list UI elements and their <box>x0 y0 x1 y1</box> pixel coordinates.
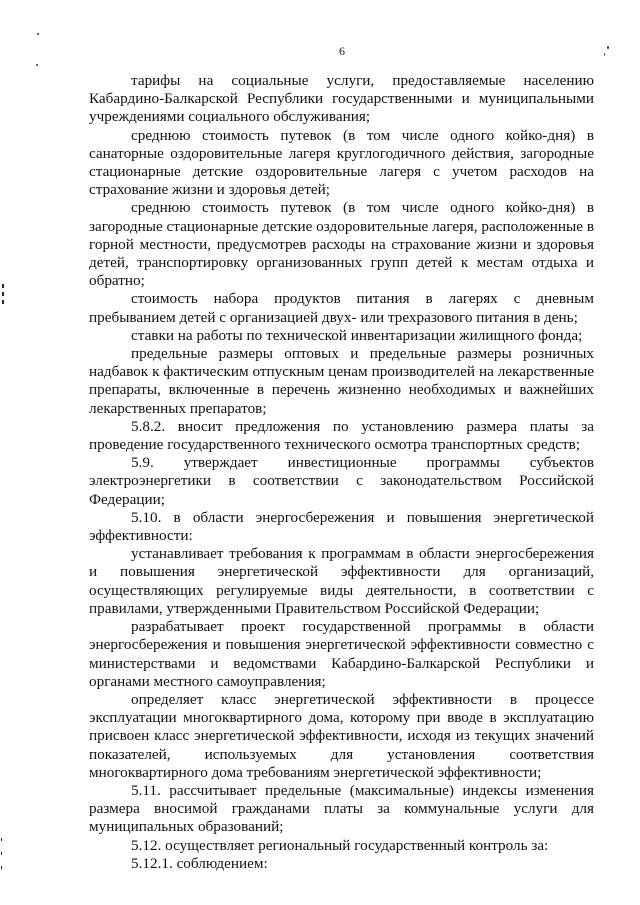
document-body <box>89 72 594 873</box>
paragraph: 5.11. рассчитывает предельные (максимальные) индексы изменения размера вносимой гражданами платы за коммунальные услуги для муниципальных образований; <box>89 781 594 836</box>
margin-mark <box>2 284 4 288</box>
paragraph: 5.8.2. вносит предложения по установлению размера платы за проведение государственного технического осмотра транспортных средств; <box>89 417 594 454</box>
margin-mark <box>2 300 4 304</box>
paragraph: 5.9. утверждает инвестиционные программы субъектов электроэнергетики в соответствии с законодательством Российской Федерации; <box>89 454 594 508</box>
margin-mark <box>1 838 2 841</box>
paragraph: среднюю стоимость путевок (в том числе одного койко-дня) в санаторные оздоровительные лагеря круглогодичного действия, загородные стационарные детские оздоровительные лагеря с учетом расходов на страхование жизни и здоровья детей; <box>89 126 594 199</box>
paragraph: 5.10. в области энергосбережения и повышения энергетической эффективности: <box>89 508 594 545</box>
paragraph: среднюю стоимость путевок (в том числе одного койко-дня) в загородные стационарные детские оздоровительные лагеря, расположенные в горной местности, предусмотрев расходы на страхование жизни и здоровья детей, транспортировку организованных групп детей к местам отдыха и обратно; <box>89 199 594 290</box>
scan-speck <box>607 46 609 49</box>
paragraph: определяет класс энергетической эффективности в процессе эксплуатации многоквартирного дома, которому при вводе в эксплуатацию присвоен класс энергетической эффективности, исходя из текущих значений показателей, используемых для установления соответствия многоквартирного дома требованиям энергетической эффективности; <box>89 690 594 781</box>
paragraph: 5.12. осуществляет региональный государственный контроль за: <box>131 836 549 854</box>
scan-speck <box>37 33 39 35</box>
scan-speck <box>604 53 605 56</box>
scan-speck <box>36 64 38 66</box>
margin-mark <box>1 866 2 869</box>
page-number: 6 <box>339 44 345 58</box>
margin-mark <box>2 292 4 296</box>
paragraph: разрабатывает проект государственной программы в области энергосбережения и повышения энергетической эффективности совместно с министерствами и ведомствами Кабардино-Балкарской Республики и органами местного самоуправления; <box>89 618 594 690</box>
margin-mark <box>1 852 2 855</box>
paragraph: стоимость набора продуктов питания в лагерях с дневным пребыванием детей с организацией двух- или трехразового питания в день; <box>89 290 594 326</box>
paragraph: предельные размеры оптовых и предельные размеры розничных надбавок к фактическим отпускным ценам производителей на лекарственные препараты, включенные в перечень жизненно необходимых и важнейших лекарственных препаратов; <box>89 345 594 417</box>
paragraph: тарифы на социальные услуги, предоставляемые населению Кабардино-Балкарской Республики государственными и муниципальными учреждениями социального обслуживания; <box>89 72 594 126</box>
paragraph: ставки на работы по технической инвентаризации жилищного фонда; <box>131 326 583 344</box>
paragraph: устанавливает требования к программам в области энергосбережения и повышения энергетической эффективности для организаций, осуществляющих регулируемые виды деятельности, в соответствии с правилами, утвержденными Правительством Российской Федерации; <box>89 545 594 617</box>
paragraph: 5.12.1. соблюдением: <box>131 854 268 872</box>
